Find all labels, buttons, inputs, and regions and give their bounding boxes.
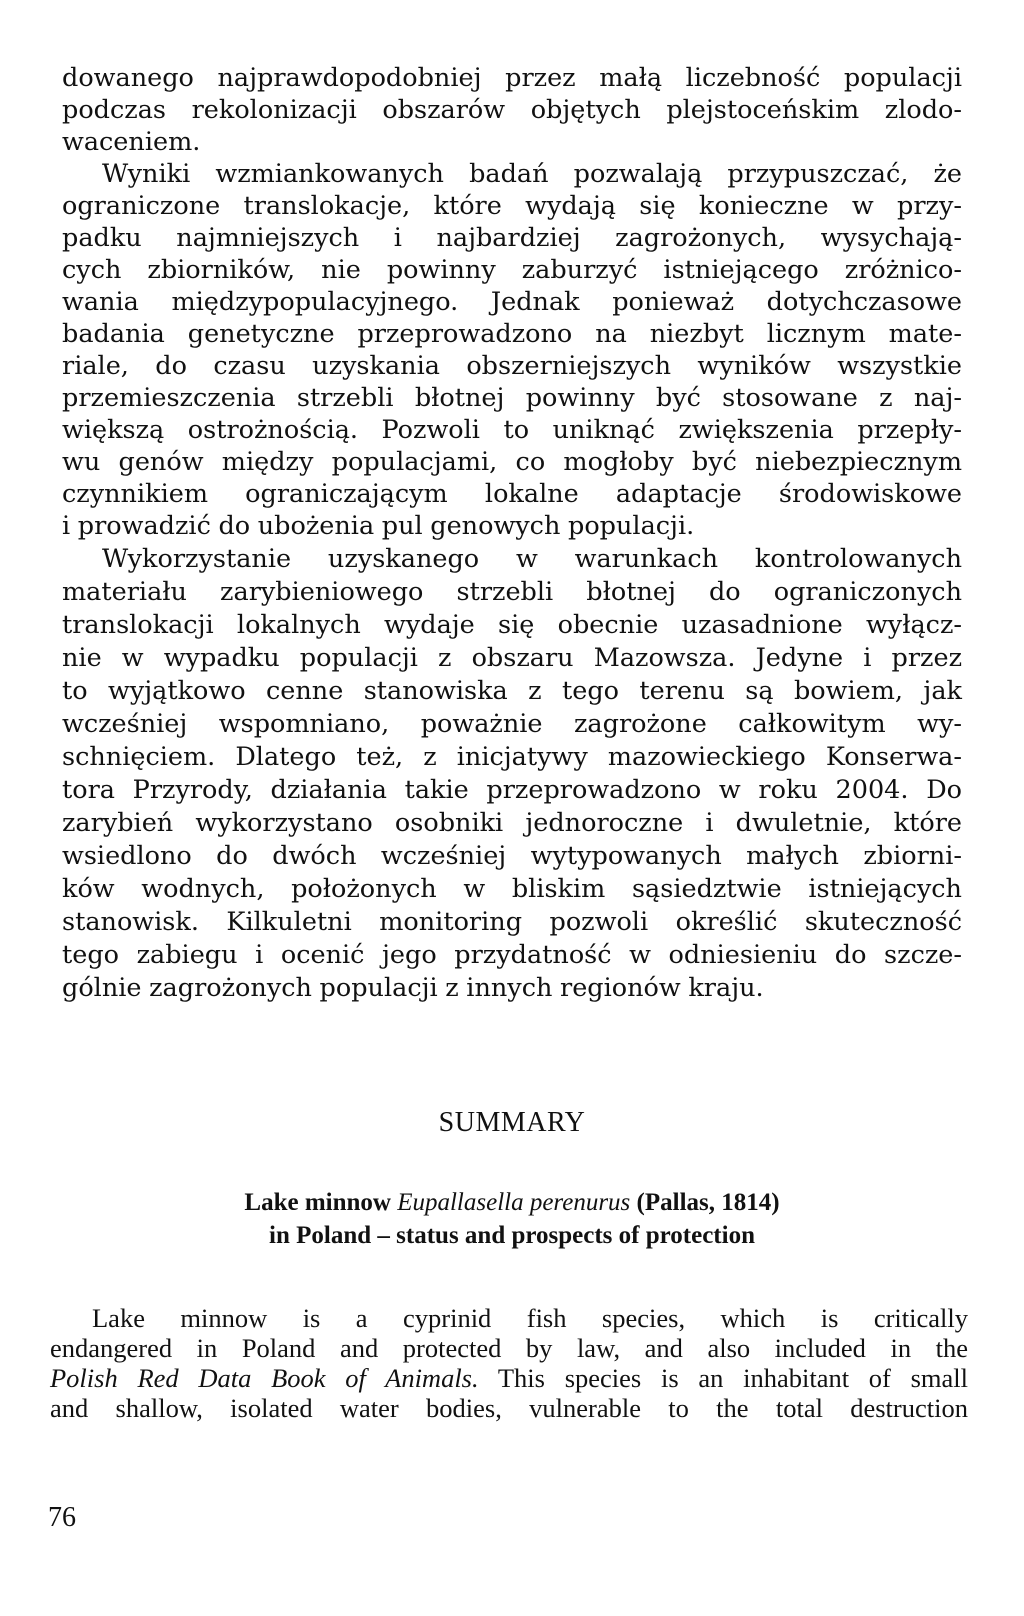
book-title: Polish Red Data Book of Animals. (50, 1363, 479, 1393)
summary-title-line2: in Poland – status and prospects of protection (269, 1222, 755, 1249)
body-line: padku najmniejszych i najbardziej zagrożonych, wysychają- (62, 223, 962, 253)
title-text: Lake minnow (244, 1189, 398, 1216)
body-line: to wyjątkowo cenne stanowiska z tego terenu są bowiem, jak (62, 676, 962, 706)
body-line: podczas rekolonizacji obszarów objętych plejstoceńskim zlodo- (62, 95, 962, 125)
body-line: przemieszczenia strzebli błotnej powinny być stosowane z naj- (62, 383, 962, 413)
body-line: dowanego najprawdopodobniej przez małą liczebność populacji (62, 63, 962, 93)
summary-line: and shallow, isolated water bodies, vulnerable to the total destruction (50, 1393, 968, 1423)
body-line: translokacji lokalnych wydaje się obecnie uzasadnione wyłącz- (62, 610, 962, 640)
body-line: wsiedlono do dwóch wcześniej wytypowanych małych zbiorni- (62, 841, 962, 871)
title-text: (Pallas, 1814) (630, 1189, 780, 1216)
body-line: zarybień wykorzystano osobniki jednoroczne i dwuletnie, które (62, 808, 962, 838)
summary-line: Lake minnow is a cyprinid fish species, which is critically (92, 1303, 968, 1333)
body-line: ograniczone translokacje, które wydają się konieczne w przy- (62, 191, 962, 221)
body-line: materiału zarybieniowego strzebli błotnej do ograniczonych (62, 577, 962, 607)
body-line: schnięciem. Dlatego też, z inicjatywy mazowieckiego Konserwa- (62, 742, 962, 772)
section-heading: SUMMARY (438, 1107, 586, 1138)
body-line: Wyniki wzmiankowanych badań pozwalają przypuszczać, że (102, 159, 962, 189)
body-line: badania genetyczne przeprowadzono na niezbyt licznym mate- (62, 319, 962, 349)
body-line: i prowadzić do ubożenia pul genowych populacji. (62, 511, 695, 541)
summary-line (50, 1363, 968, 1393)
species-name: Eupallasella perenurus (397, 1189, 631, 1216)
body-line: tora Przyrody, działania takie przeprowadzono w roku 2004. Do (62, 775, 962, 805)
body-line: wcześniej wspomniano, poważnie zagrożone całkowitym wy- (62, 709, 962, 739)
summary-title-line1 (0, 1189, 1024, 1217)
body-line: wu genów między populacjami, co mogłoby być niebezpiecznym (62, 447, 962, 477)
body-line: waceniem. (62, 127, 201, 157)
body-line: czynnikiem ograniczającym lokalne adaptacje środowiskowe (62, 479, 962, 509)
body-line: stanowisk. Kilkuletni monitoring pozwoli określić skuteczność (62, 907, 962, 937)
body-line: nie w wypadku populacji z obszaru Mazowsza. Jedyne i przez (62, 643, 962, 673)
page-number: 76 (48, 1502, 76, 1533)
body-line: ków wodnych, położonych w bliskim sąsiedztwie istniejących (62, 874, 962, 904)
body-line: tego zabiegu i ocenić jego przydatność w odniesieniu do szcze- (62, 940, 962, 970)
body-line: wania międzypopulacyjnego. Jednak ponieważ dotychczasowe (62, 287, 962, 317)
summary-line: endangered in Poland and protected by law, and also included in the (50, 1333, 968, 1363)
summary-text: This species is an inhabitant of small (478, 1363, 968, 1393)
body-line: riale, do czasu uzyskania obszerniejszych wyników wszystkie (62, 351, 962, 381)
body-line: gólnie zagrożonych populacji z innych regionów kraju. (62, 973, 764, 1003)
body-line: cych zbiorników, nie powinny zaburzyć istniejącego zróżnico- (62, 255, 962, 285)
body-line: większą ostrożnością. Pozwoli to uniknąć zwiększenia przepły- (62, 415, 962, 445)
body-line: Wykorzystanie uzyskanego w warunkach kontrolowanych (102, 544, 962, 574)
